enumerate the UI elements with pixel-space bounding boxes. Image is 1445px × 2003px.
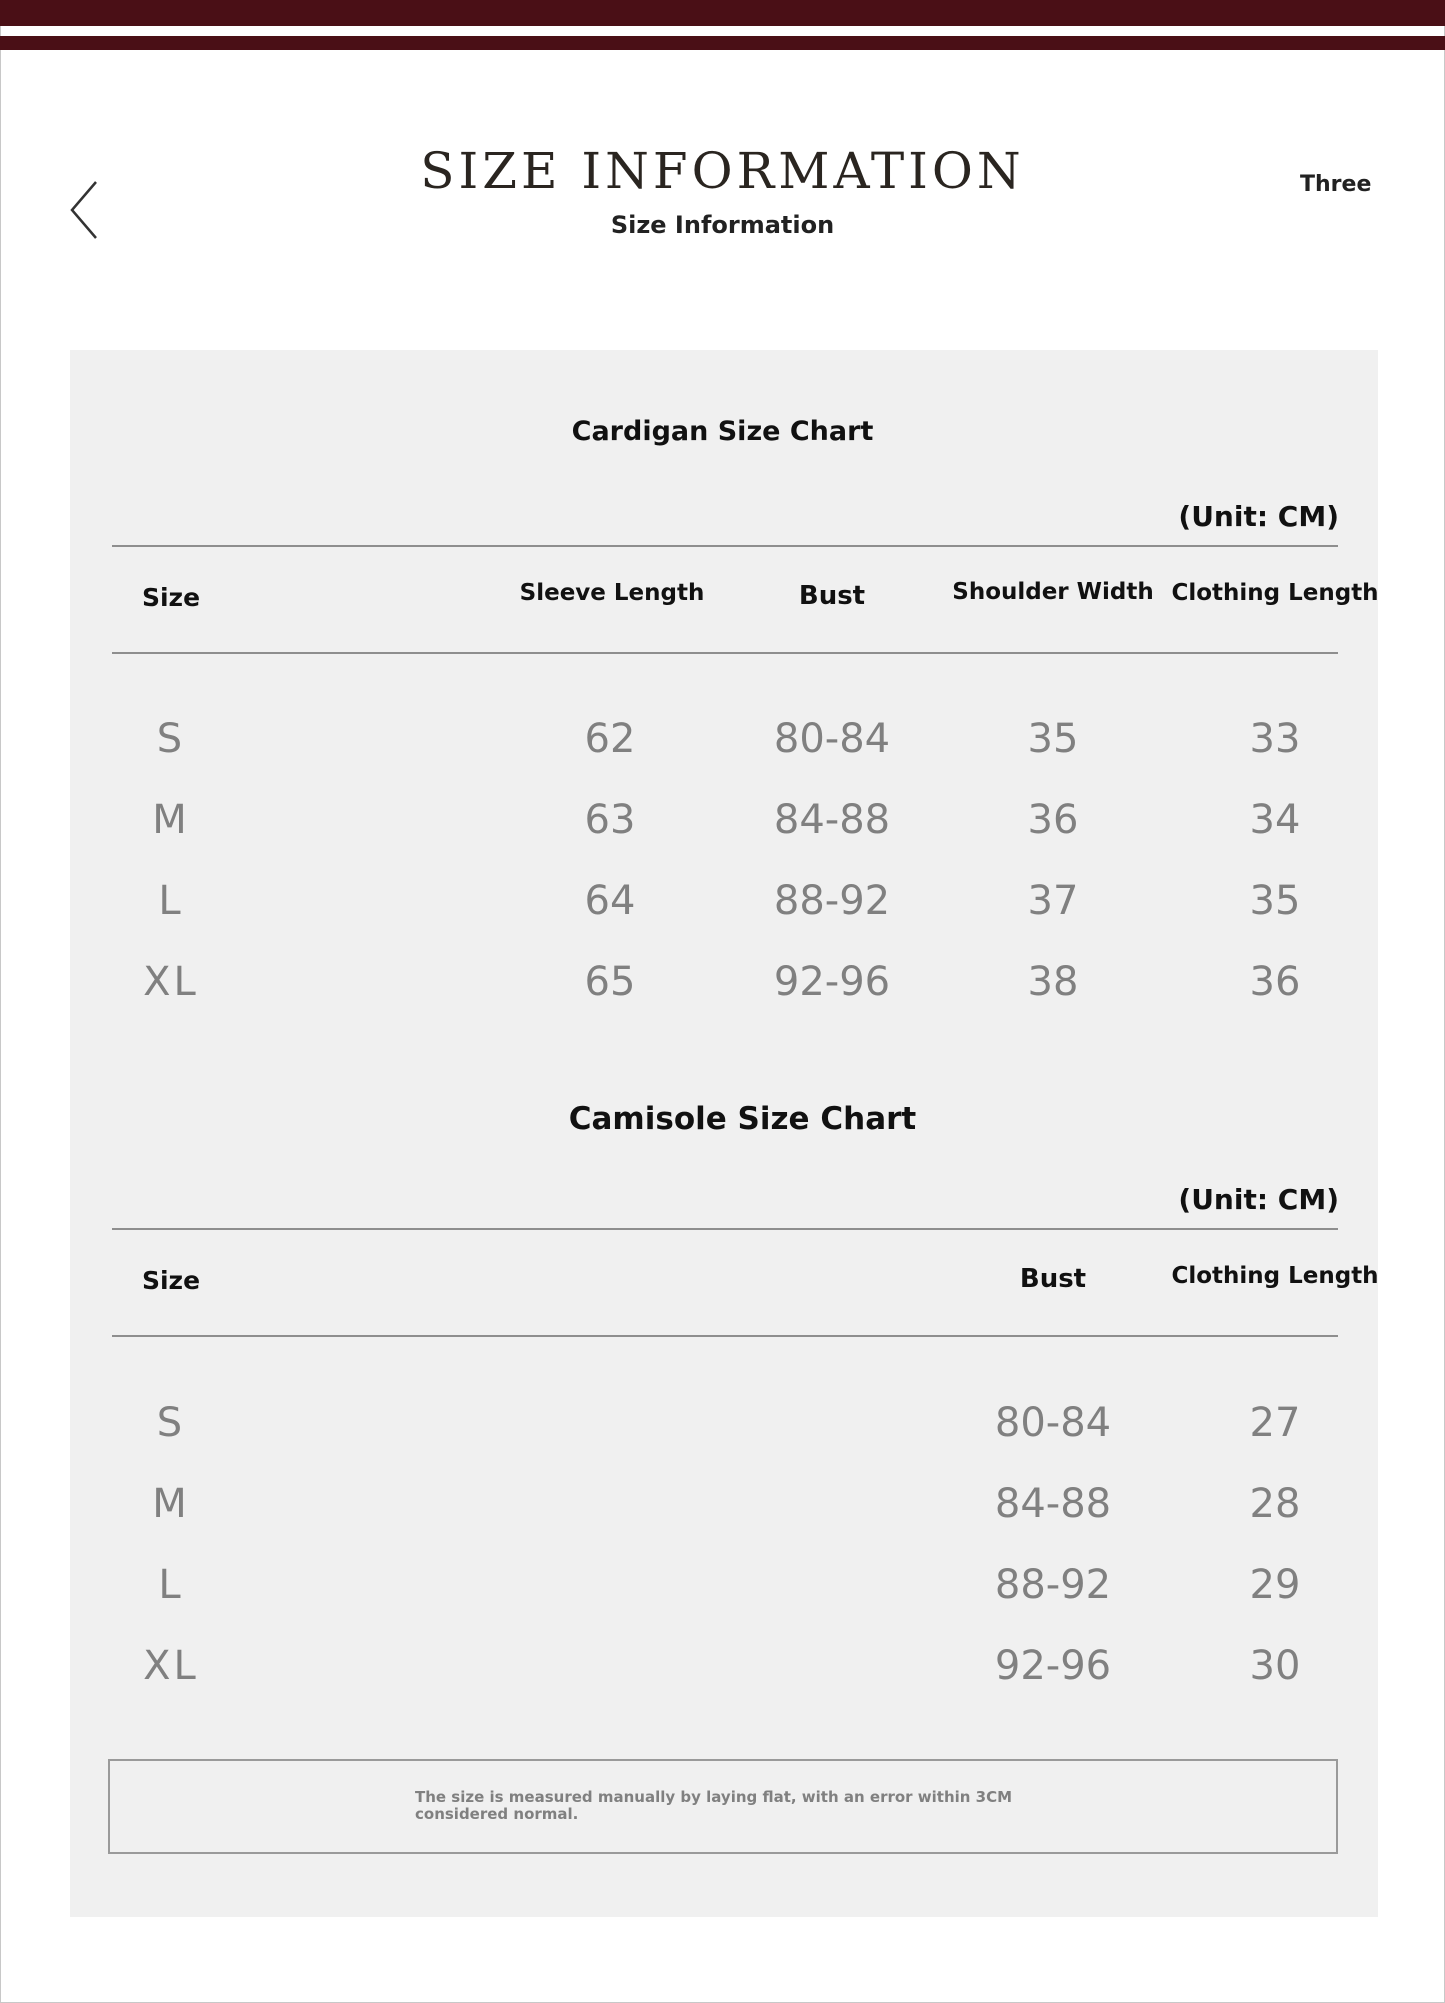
cell-shoulder-width: 38 (1027, 959, 1079, 1005)
cell-bust: 88-92 (773, 878, 891, 924)
page-tag: Three (1300, 172, 1372, 197)
camisole-chart-title: Camisole Size Chart (568, 1101, 917, 1137)
cell-size: XL (143, 1643, 199, 1689)
cell-size: M (152, 1481, 190, 1527)
cell-sleeve-length: 63 (584, 797, 636, 843)
cell-size: L (158, 1562, 184, 1608)
cell-bust: 80-84 (994, 1400, 1112, 1446)
cardigan-header-rule-top (112, 545, 1338, 547)
camisole-header-rule-top (112, 1228, 1338, 1230)
cell-clothing-length: 35 (1249, 878, 1301, 924)
cell-bust: 80-84 (773, 716, 891, 762)
cell-size: L (158, 878, 184, 924)
cell-bust: 92-96 (773, 959, 891, 1005)
header-bust: Bust (798, 581, 866, 611)
camisole-unit-label: (Unit: CM) (1178, 1183, 1339, 1216)
camisole-header-rule-bottom (112, 1335, 1338, 1337)
cell-clothing-length: 27 (1249, 1400, 1301, 1446)
header-clothing-length: Clothing Length (1171, 1263, 1379, 1289)
header-sleeve-length: Sleeve Length (519, 580, 705, 606)
header-shoulder-width: Shoulder Width (952, 579, 1154, 605)
cell-size: S (156, 716, 186, 762)
cell-shoulder-width: 36 (1027, 797, 1079, 843)
top-band-thin (0, 36, 1445, 50)
cell-clothing-length: 29 (1249, 1562, 1301, 1608)
cell-clothing-length: 28 (1249, 1481, 1301, 1527)
measurement-note: The size is measured manually by laying flat, with an error within 3CM considered normal. (415, 1788, 1013, 1823)
cell-bust: 84-88 (773, 797, 891, 843)
cell-size: XL (143, 959, 199, 1005)
cell-size: S (156, 1400, 186, 1446)
cell-size: M (152, 797, 190, 843)
header-clothing-length: Clothing Length (1171, 580, 1379, 606)
cell-shoulder-width: 37 (1027, 878, 1079, 924)
cell-sleeve-length: 62 (584, 716, 636, 762)
cell-bust: 88-92 (994, 1562, 1112, 1608)
cell-clothing-length: 30 (1249, 1643, 1301, 1689)
cardigan-chart-title: Cardigan Size Chart (571, 416, 874, 447)
header-size: Size (141, 583, 201, 612)
cell-sleeve-length: 64 (584, 878, 636, 924)
header-bust: Bust (1019, 1264, 1087, 1294)
cell-bust: 92-96 (994, 1643, 1112, 1689)
cardigan-unit-label: (Unit: CM) (1178, 500, 1339, 533)
page-subtitle: Size Information (610, 211, 835, 239)
page-title: SIZE INFORMATION (420, 142, 1025, 200)
cell-shoulder-width: 35 (1027, 716, 1079, 762)
cell-sleeve-length: 65 (584, 959, 636, 1005)
cell-bust: 84-88 (994, 1481, 1112, 1527)
cell-clothing-length: 34 (1249, 797, 1301, 843)
header-size: Size (141, 1266, 201, 1295)
top-band (0, 0, 1445, 26)
cell-clothing-length: 33 (1249, 716, 1301, 762)
cell-clothing-length: 36 (1249, 959, 1301, 1005)
cardigan-header-rule-bottom (112, 652, 1338, 654)
